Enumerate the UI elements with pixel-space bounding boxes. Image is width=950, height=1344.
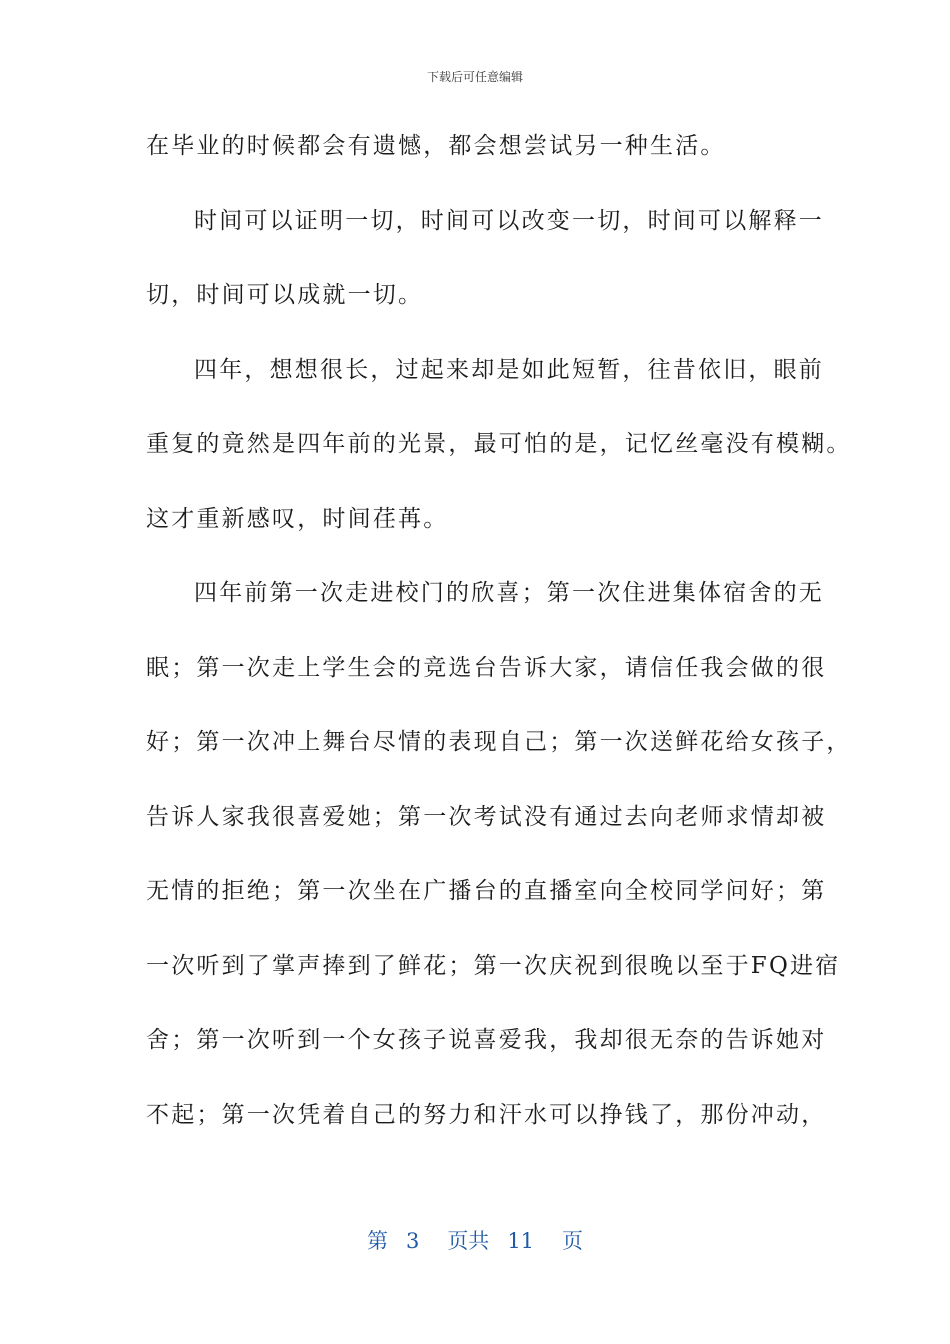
text-line: 眠；第一次走上学生会的竞选台告诉大家，请信任我会做的很 bbox=[146, 654, 827, 681]
text-line: 这才重新感叹，时间荏苒。 bbox=[146, 505, 449, 532]
page-header: 下载后可任意编辑 bbox=[426, 70, 523, 84]
footer-suffix: 页 bbox=[562, 1229, 584, 1253]
page-footer bbox=[0, 1225, 950, 1255]
text-line: 不起；第一次凭着自己的努力和汗水可以挣钱了，那份冲动， bbox=[146, 1101, 827, 1128]
text-line: 舍；第一次听到一个女孩子说喜爱我，我却很无奈的告诉她对 bbox=[146, 1027, 827, 1053]
total-page-count: 11 bbox=[507, 1229, 535, 1253]
current-page-number: 3 bbox=[405, 1229, 420, 1253]
text-line: 在毕业的时候都会有遗憾，都会想尝试另一种生活。 bbox=[146, 133, 726, 159]
paragraph-start-line: 四年前第一次走进校门的欣喜；第一次住进集体宿舍的无 bbox=[194, 580, 824, 606]
text-line: 一次听到了掌声捧到了鲜花；第一次庆祝到很晚以至于FQ进宿 bbox=[146, 952, 841, 979]
paragraph-start-line: 四年，想想很长，过起来却是如此短暂，往昔依旧，眼前 bbox=[194, 356, 824, 383]
text-line: 无情的拒绝；第一次坐在广播台的直播室向全校同学问好；第 bbox=[146, 878, 827, 904]
text-line: 切，时间可以成就一切。 bbox=[146, 282, 424, 308]
document-body bbox=[146, 124, 852, 1167]
footer-prefix: 第 bbox=[366, 1229, 388, 1253]
text-line: 告诉人家我很喜爱她；第一次考试没有通过去向老师求情却被 bbox=[146, 803, 827, 830]
footer-middle: 页共 bbox=[447, 1229, 490, 1253]
text-line: 重复的竟然是四年前的光景，最可怕的是，记忆丝毫没有模糊。 bbox=[146, 431, 852, 457]
text-line: 好；第一次冲上舞台尽情的表现自己；第一次送鲜花给女孩子， bbox=[146, 729, 852, 755]
paragraph-start-line: 时间可以证明一切，时间可以改变一切，时间可以解释一 bbox=[194, 207, 824, 234]
